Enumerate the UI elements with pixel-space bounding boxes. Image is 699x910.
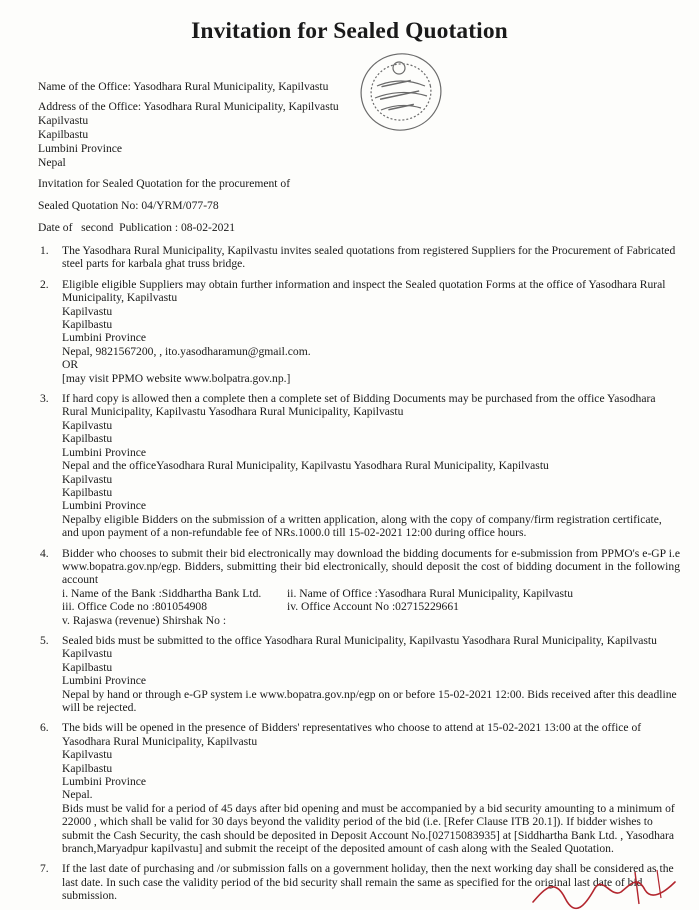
- clause-line: Lumbini Province: [62, 775, 147, 789]
- clause-item: [40, 721, 680, 855]
- clause-line: Nepal.: [62, 788, 93, 802]
- clause-line: Kapilbastu: [62, 432, 113, 446]
- clause-line: Nepal, 9821567200, , ito.yasodharamun@gmail.com.: [62, 344, 311, 358]
- clause-line: Kapilvastu: [62, 647, 113, 661]
- office-code: iii. Office Code no :801054908: [62, 600, 208, 614]
- bank-name: i. Name of the Bank :Siddhartha Bank Ltd.: [62, 586, 262, 600]
- clause-number: 3.: [40, 392, 49, 406]
- clause-line: Kapilbastu: [62, 485, 113, 499]
- clause-line: Lumbini Province: [62, 445, 147, 459]
- address-line: Kapilbastu: [38, 128, 89, 141]
- clause-line: Lumbini Province: [62, 331, 147, 345]
- clause-line: Kapilvastu: [62, 472, 113, 486]
- document-title: Invitation for Sealed Quotation: [191, 18, 508, 44]
- clause-line: Nepal and the officeYasodhara Rural Municipality, Kapilvastu Yasodhara Rural Municipality, Kapilvastu: [62, 459, 549, 473]
- office-name: Name of the Office: Yasodhara Rural Municipality, Kapilvastu: [38, 80, 329, 93]
- office-address: Address of the Office: Yasodhara Rural Municipality, Kapilvastu: [38, 100, 339, 113]
- invitation-line: Invitation for Sealed Quotation for the procurement of: [38, 177, 291, 190]
- clause-line: Kapilbastu: [62, 761, 113, 775]
- clause-line: Kapilvastu: [62, 418, 113, 432]
- clause-item: [40, 392, 680, 539]
- clause-line: Nepal by hand or through e-GP system i.e www.bopatra.gov.np/egp on or before 15-02-2021 12:00. Bids received after this deadline will be rejected.: [62, 687, 677, 714]
- clause-text: Eligible eligible Suppliers may obtain further information and inspect the Sealed quotation Forms at the office of Yasodhara Rural Municipality, Kapilvastu: [62, 277, 666, 305]
- clause-line: Kapilbastu: [62, 660, 113, 674]
- numbered-clauses: [40, 244, 680, 910]
- clause-number: 6.: [40, 721, 49, 735]
- clause-number: 1.: [40, 244, 49, 257]
- signature-icon: [525, 868, 695, 910]
- publication-date: Date of second Publication : 08-02-2021: [38, 221, 236, 234]
- clause-line: Lumbini Province: [62, 499, 147, 513]
- office-name-account: ii. Name of Office :Yasodhara Rural Municipality, Kapilvastu: [287, 586, 574, 600]
- clause-item: [40, 547, 680, 627]
- clause-line: Nepalby eligible Bidders on the submission of a written application, along with the copy of company/firm registration certificate, and upon payment of a non-refundable fee of NRs.1000.0 till 15-02-2021 12:00 during office hours.: [62, 512, 662, 540]
- address-line: Kapilvastu: [38, 114, 89, 127]
- clause-item: [40, 634, 680, 714]
- bank-account-details: [62, 587, 680, 627]
- clause-number: 7.: [40, 862, 49, 876]
- quotation-number: Sealed Quotation No: 04/YRM/077-78: [38, 199, 219, 212]
- clause-line: OR: [62, 358, 79, 372]
- clause-line: Kapilvastu: [62, 748, 113, 762]
- clause-item: [40, 278, 680, 385]
- revenue-heading-number: v. Rajaswa (revenue) Shirshak No :: [62, 613, 227, 627]
- clause-text: The bids will be opened in the presence of Bidders' representatives who choose to attend at 15-02-2021 13:00 at the office of Yasodhara Rural Municipality, Kapilvastu: [62, 721, 642, 748]
- clause-text: Sealed bids must be submitted to the office Yasodhara Rural Municipality, Kapilvastu Yasodhara Rural Municipality, Kapilvastu: [62, 633, 657, 647]
- clause-line: Bids must be valid for a period of 45 days after bid opening and must be accompanied by a bid security amounting to a minimum of 22000 , which shall be valid for 30 days beyond the validity period of the bid (i.e. [Refer Clause ITB 20.1]). If bidder wishes to submit the Cash Security, the cash should be deposited in Deposit Account No.[02715083935] at [Siddhartha Bank Ltd. , Yasodhara branch,Maryadpur kapilvastu] and submit the receipt of the deposited amount of cash along with the Sealed Quotation.: [62, 801, 675, 856]
- office-stamp-icon: [355, 46, 447, 138]
- clause-line: [may visit PPMO website www.bolpatra.gov.np.]: [62, 371, 291, 385]
- clause-number: 2.: [40, 277, 49, 291]
- clause-item: [40, 244, 680, 271]
- office-account-number: iv. Office Account No :02715229661: [287, 600, 459, 614]
- address-line: Lumbini Province: [38, 142, 123, 155]
- clause-number: 4.: [40, 546, 49, 560]
- account-blank: [287, 614, 537, 627]
- clause-text: The Yasodhara Rural Municipality, Kapilvastu invites sealed quotations from registered Suppliers for the Procurement of Fabricated steel parts for karbala ghat truss bridge.: [62, 244, 676, 271]
- clause-line: Kapilbastu: [62, 318, 113, 332]
- clause-text: If the last date of purchasing and /or submission falls on a government holiday, then the next working day shall be considered as the last date. In such case the validity period of the bid security shall remain the same as specified for the original last date of bid submission.: [62, 862, 674, 903]
- clause-number: 5.: [40, 633, 49, 647]
- clause-text: Bidder who chooses to submit their bid electronically may download the bidding documents for e-submission from PPMO's e-GP i.e www.bopatra.gov.np/egp. Bidders, submitting their bid electronically, should deposit the cost of bidding document in the following account: [62, 546, 680, 587]
- clause-line: Kapilvastu: [62, 304, 113, 318]
- clause-text: If hard copy is allowed then a complete then a complete set of Bidding Documents may be purchased from the office Yasodhara Rural Municipality, Kapilvastu Yasodhara Rural Municipality, Kapilvastu: [62, 392, 656, 419]
- clause-line: Lumbini Province: [62, 674, 147, 688]
- address-line: Nepal: [38, 156, 66, 169]
